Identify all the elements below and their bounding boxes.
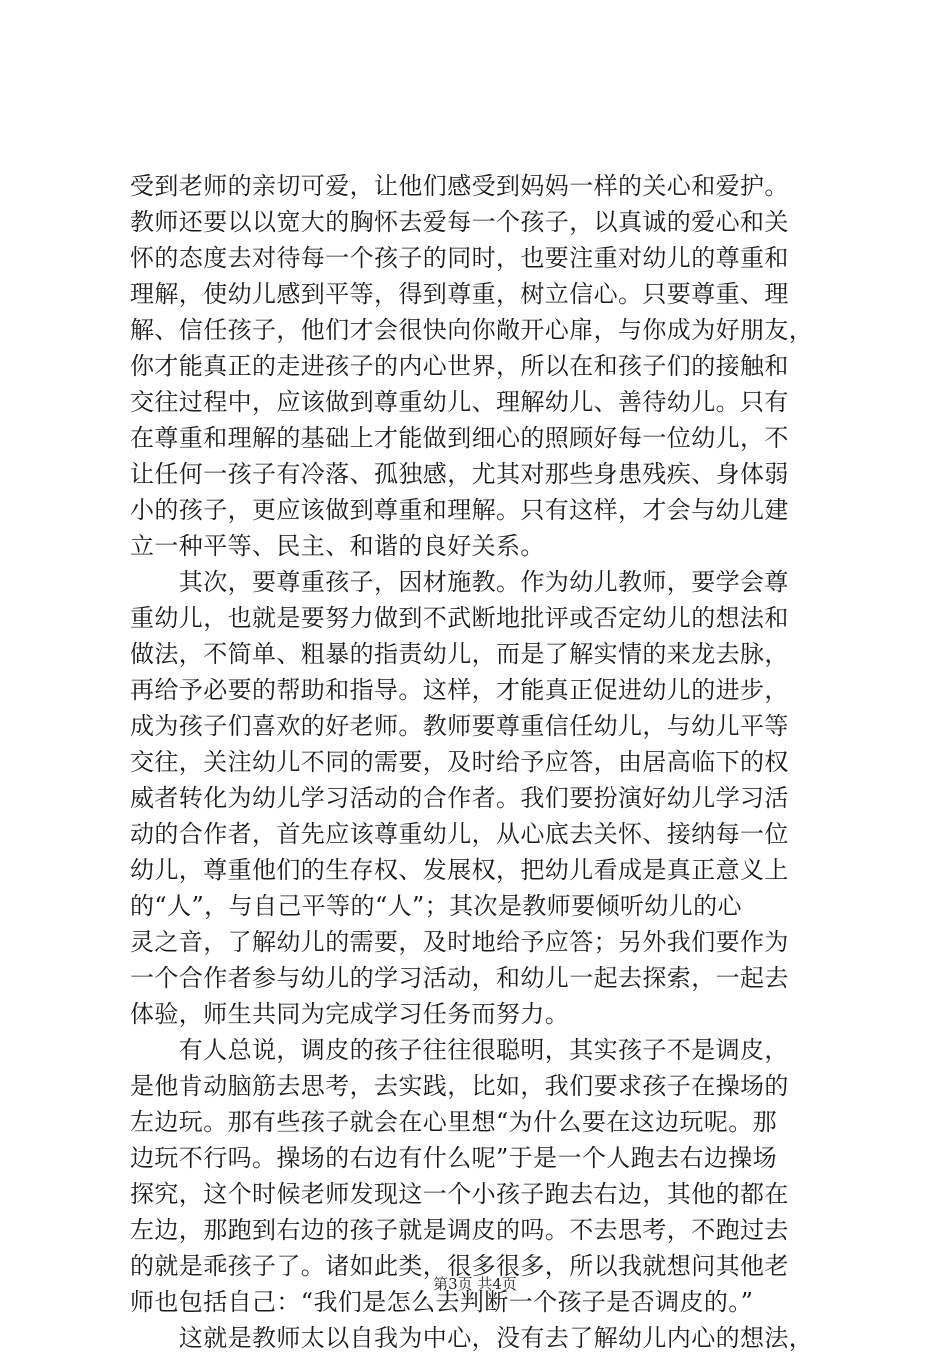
text-line: 成为孩子们喜欢的好老师。教师要尊重信任幼儿，与幼儿平等	[130, 712, 789, 740]
text-line: 小的孩子，更应该做到尊重和理解。只有这样，才会与幼儿建	[130, 496, 789, 524]
text-line: 怀的态度去对待每一个孩子的同时，也要注重对幼儿的尊重和	[130, 244, 789, 272]
text-line: 立一种平等、民主、和谐的良好关系。	[130, 532, 545, 560]
text-line: 重幼儿，也就是要努力做到不武断地批评或否定幼儿的想法和	[130, 604, 789, 632]
text-line: 交往过程中，应该做到尊重幼儿、理解幼儿、善待幼儿。只有	[130, 388, 789, 416]
text-line: 一个合作者参与幼儿的学习活动，和幼儿一起去探索，一起去	[130, 964, 789, 992]
text-line: 威者转化为幼儿学习活动的合作者。我们要扮演好幼儿学习活	[130, 784, 789, 812]
text-line: 解、信任孩子，他们才会很快向你敞开心扉，与你成为好朋友，	[130, 316, 814, 344]
page-footer	[0, 1273, 950, 1294]
text-line: 交往，关注幼儿不同的需要，及时给予应答，由居高临下的权	[130, 748, 789, 776]
body-text	[130, 168, 830, 1356]
text-line: 左边，那跑到右边的孩子就是调皮的吗。不去思考，不跑过去	[130, 1216, 789, 1244]
text-line: 做法，不简单、粗暴的指责幼儿，而是了解实情的来龙去脉，	[130, 640, 789, 668]
text-line: 受到老师的亲切可爱，让他们感受到妈妈一样的关心和爱护。	[130, 172, 789, 200]
text-line: 的就是乖孩子了。诸如此类，很多很多，所以我就想问其他老	[130, 1252, 789, 1280]
text-line: 教师还要以以宽大的胸怀去爱每一个孩子，以真诚的爱心和关	[130, 208, 789, 236]
text-line: 幼儿，尊重他们的生存权、发展权，把幼儿看成是真正意义上	[130, 856, 789, 884]
text-line: 理解，使幼儿感到平等，得到尊重，树立信心。只要尊重、理	[130, 280, 789, 308]
text-line: 左边玩。那有些孩子就会在心里想“为什么要在这边玩呢。那	[130, 1108, 778, 1136]
text-line: 是他肯动脑筋去思考，去实践，比如，我们要求孩子在操场的	[130, 1072, 789, 1100]
text-line: 有人总说，调皮的孩子往往很聪明，其实孩子不是调皮，	[130, 1036, 789, 1064]
text-line: 灵之音，了解幼儿的需要，及时地给予应答；另外我们要作为	[130, 928, 789, 956]
text-line: 的“人”，与自己平等的“人”；其次是教师要倾听幼儿的心	[130, 892, 742, 920]
page-number-label: 第3页 共4页	[433, 1275, 517, 1293]
text-line: 再给予必要的帮助和指导。这样，才能真正促进幼儿的进步，	[130, 676, 789, 704]
text-line: 这就是教师太以自我为中心，没有去了解幼儿内心的想法，	[130, 1324, 814, 1352]
text-line: 边玩不行吗。操场的右边有什么呢”于是一个人跑去右边操场	[130, 1144, 778, 1172]
text-line: 在尊重和理解的基础上才能做到细心的照顾好每一位幼儿，不	[130, 424, 789, 452]
text-line: 探究，这个时候老师发现这一个小孩子跑去右边，其他的都在	[130, 1180, 789, 1208]
text-line: 动的合作者，首先应该尊重幼儿，从心底去关怀、接纳每一位	[130, 820, 789, 848]
text-line: 其次，要尊重孩子，因材施教。作为幼儿教师，要学会尊	[130, 568, 789, 596]
text-line: 体验，师生共同为完成学习任务而努力。	[130, 1000, 570, 1028]
text-line: 你才能真正的走进孩子的内心世界，所以在和孩子们的接触和	[130, 352, 789, 380]
text-line: 让任何一孩子有冷落、孤独感，尤其对那些身患残疾、身体弱	[130, 460, 789, 488]
text-line: 师也包括自己：“我们是怎么去判断一个孩子是否调皮的。”	[130, 1288, 754, 1316]
